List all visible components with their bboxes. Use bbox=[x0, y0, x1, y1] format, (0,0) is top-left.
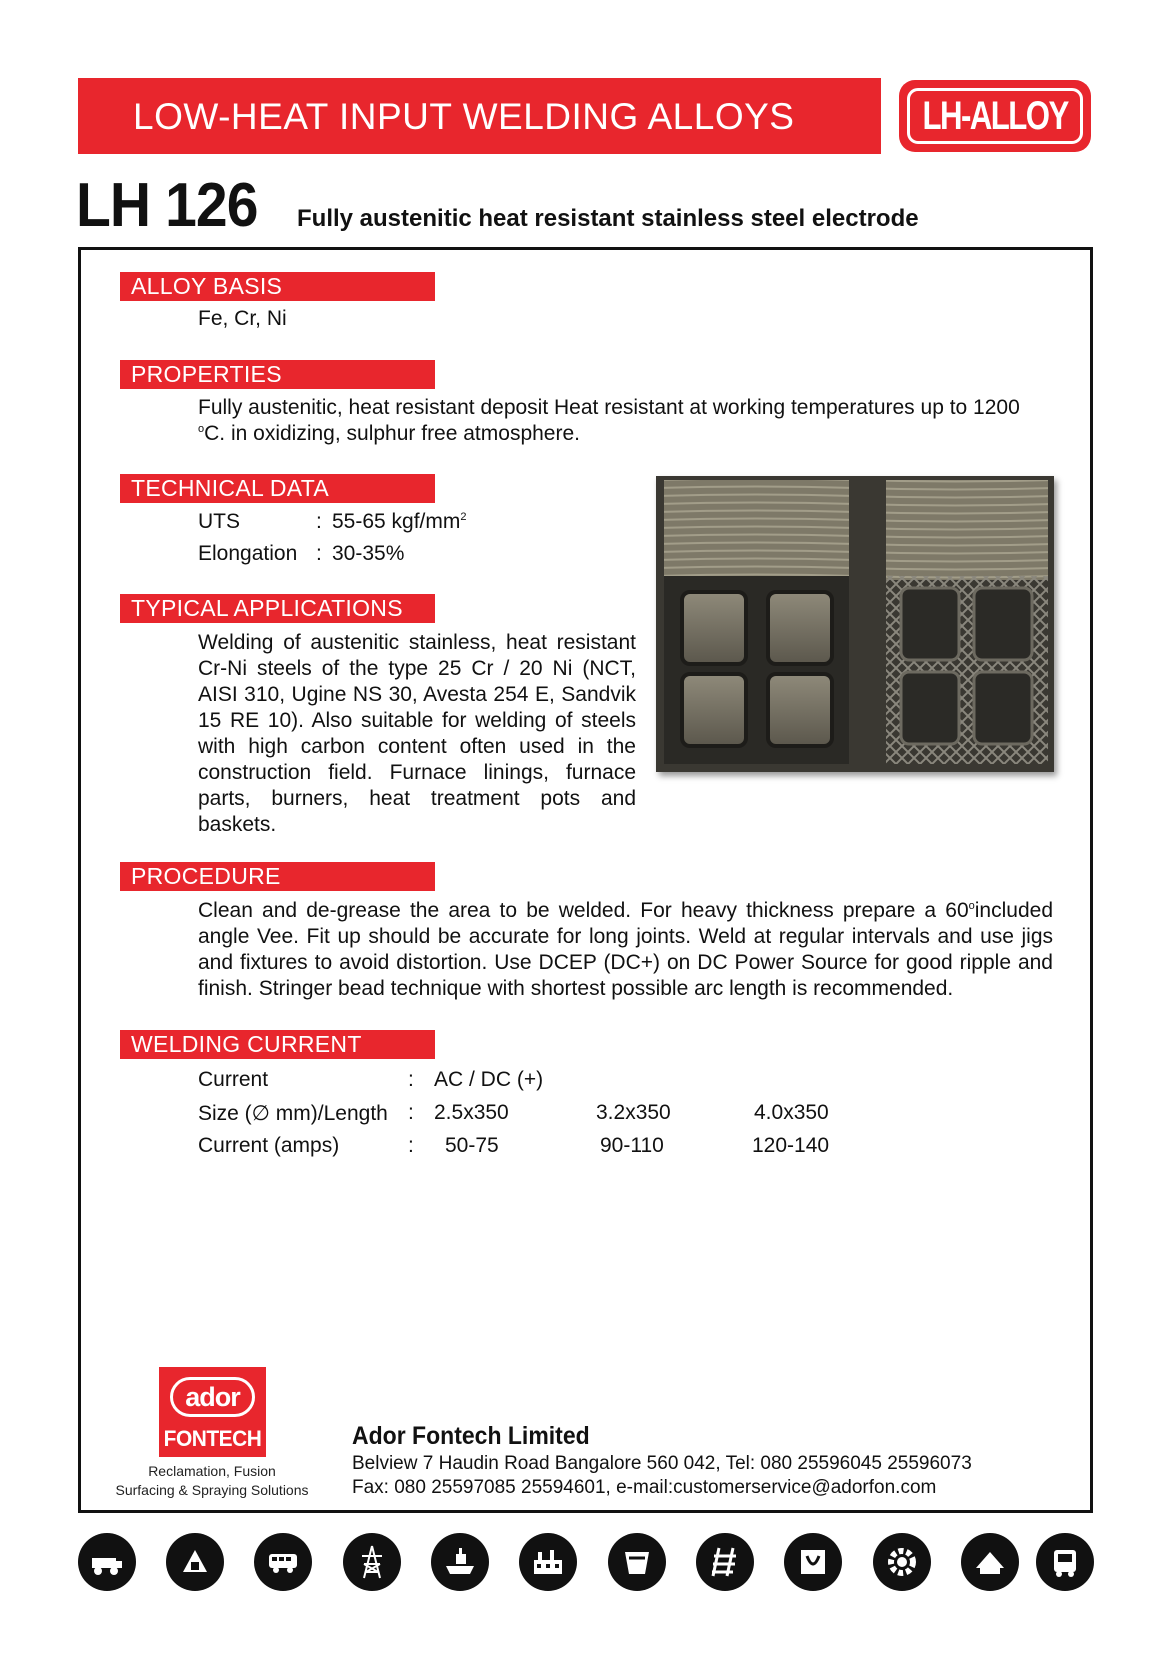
welding-sep: : bbox=[408, 1134, 414, 1157]
locomotive-icon bbox=[1036, 1533, 1094, 1591]
banner-title: LOW-HEAT INPUT WELDING ALLOYS bbox=[133, 96, 795, 137]
section-title-typical-applications: TYPICAL APPLICATIONS bbox=[120, 594, 435, 623]
welding-value: 3.2x350 bbox=[596, 1101, 671, 1124]
welding-value: AC / DC (+) bbox=[434, 1068, 544, 1091]
welding-sep: : bbox=[408, 1101, 414, 1124]
properties-line1: Fully austenitic, heat resistant deposit Heat resistant at working temperatures up to 1200 bbox=[198, 396, 1020, 419]
technical-label: Elongation bbox=[198, 542, 298, 565]
welding-label: Current (amps) bbox=[198, 1134, 340, 1157]
technical-sep: : bbox=[316, 542, 322, 565]
degree-superscript: o bbox=[968, 900, 975, 912]
degree-superscript: o bbox=[198, 423, 205, 435]
section-title-alloy-basis: ALLOY BASIS bbox=[120, 272, 435, 301]
industry-icon-row bbox=[78, 1533, 1094, 1593]
procedure-text: Clean and de-grease the area to be welded. For heavy thickness prepare a 60$^o$included angle Vee. Fit up should be accurate for long joints. Weld at regular intervals and use jigs and fixtures to avoid distortion. Use DCEP (DC+) on DC Power Source for good ripple and finish. Stringer bead technique with shortest possible arc length is recommended. bbox=[198, 899, 1053, 1000]
welding-value: 120-140 bbox=[752, 1134, 830, 1157]
section-title-technical-data: TECHNICAL DATA bbox=[120, 474, 435, 503]
welding-value: 90-110 bbox=[600, 1134, 664, 1157]
tagline-2: Surfacing & Spraying Solutions bbox=[115, 1482, 309, 1498]
welding-value: 2.5x350 bbox=[434, 1101, 509, 1124]
excavator-icon bbox=[166, 1533, 224, 1591]
ship-icon bbox=[431, 1533, 489, 1591]
technical-sep: : bbox=[316, 510, 322, 533]
welding-label: Current bbox=[198, 1068, 269, 1091]
welding-value: 4.0x350 bbox=[754, 1101, 829, 1124]
gear-icon bbox=[873, 1533, 931, 1591]
power-tower-icon bbox=[343, 1533, 401, 1591]
company-contact: Fax: 080 25597085 25594601, e-mail:customerservice@adorfon.com bbox=[352, 1477, 937, 1498]
steel-plant-icon bbox=[784, 1533, 842, 1591]
properties-line2: C. in oxidizing, sulphur free atmosphere. bbox=[204, 422, 580, 445]
company-name: Ador Fontech Limited bbox=[352, 1422, 590, 1450]
section-title-procedure: PROCEDURE bbox=[120, 862, 435, 891]
cement-plant-icon bbox=[519, 1533, 577, 1591]
technical-label: UTS bbox=[198, 510, 240, 533]
tagline-1: Reclamation, Fusion bbox=[148, 1463, 276, 1479]
ador-logo-text: ador bbox=[185, 1381, 240, 1412]
welded-parts-photo bbox=[656, 476, 1054, 772]
technical-value: 55-65 kgf/$mm^2$ bbox=[332, 510, 467, 533]
section-title-properties: PROPERTIES bbox=[120, 360, 435, 389]
product-code: LH 126 bbox=[76, 171, 258, 240]
properties-text bbox=[198, 395, 1058, 447]
section-title-welding-current: WELDING CURRENT bbox=[120, 1030, 435, 1059]
oil-refinery-icon bbox=[961, 1533, 1019, 1591]
lh-alloy-logo bbox=[899, 80, 1091, 152]
sugar-mill-icon bbox=[608, 1533, 666, 1591]
typical-applications-text: Welding of austenitic stainless, heat resistant Cr-Ni steels of the type 25 Cr / 20 Ni (NCT, AISI 310, Ugine NS 30, Avesta 254 E, Sandvik 15 RE 10). Also suitable for welding of steels with high carbon content often used in the construction field. Furnace linings, furnace parts, burners, heat treatment pots and baskets. bbox=[198, 631, 636, 836]
company-address: Belview 7 Haudin Road Bangalore 560 042, Tel: 080 25596045 25596073 bbox=[352, 1453, 972, 1474]
lh-alloy-logo-text: LH-ALLOY bbox=[922, 93, 1068, 138]
fontech-logo-text: FONTECH bbox=[163, 1426, 262, 1451]
welding-sep: : bbox=[408, 1068, 414, 1091]
welding-label: Size (∅ mm)/Length bbox=[198, 1102, 388, 1125]
bus-icon bbox=[254, 1533, 312, 1591]
product-description: Fully austenitic heat resistant stainless steel electrode bbox=[297, 205, 919, 232]
welding-value: 50-75 bbox=[445, 1134, 499, 1157]
alloy-basis-text: Fe, Cr, Ni bbox=[198, 307, 287, 330]
technical-value: 30-35% bbox=[332, 542, 405, 565]
railway-icon bbox=[696, 1533, 754, 1591]
mining-truck-icon bbox=[78, 1533, 136, 1591]
